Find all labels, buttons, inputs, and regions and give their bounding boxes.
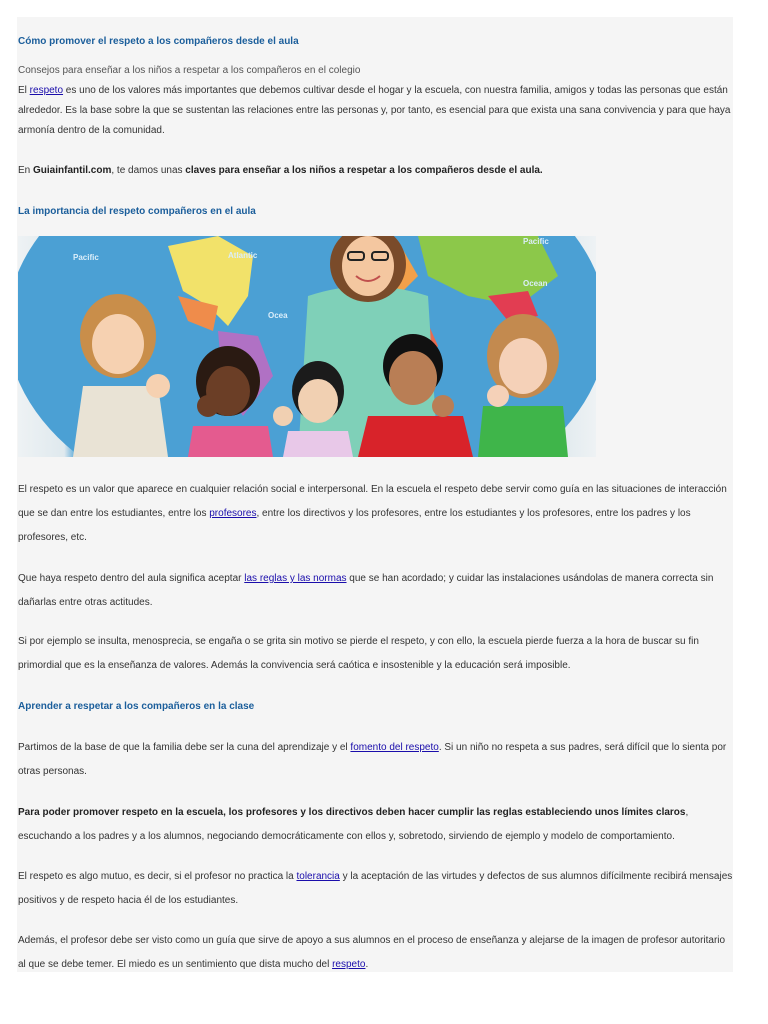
classroom-photo: [18, 236, 596, 457]
article-subtitle: Consejos para enseñar a los niños a respetar a los compañeros en el colegio: [18, 65, 361, 76]
p2-text-1: Que haya respeto dentro del aula significa aceptar: [18, 573, 245, 584]
site-name: Guiainfantil.com: [33, 165, 112, 176]
intro-text-1: El: [18, 85, 30, 96]
article-title: Cómo promover el respeto a los compañeros desde el aula: [18, 36, 299, 47]
p6-text-2: y la aceptación de las virtudes y defectos de sus alumnos difícilmente recibirá mensajes positivos y de respeto hacia él de los estudiantes.: [18, 871, 733, 906]
p6-text-1: El respeto es algo mutuo, es decir, si el profesor no practica la: [18, 871, 297, 882]
paragraph-4: [18, 736, 734, 784]
map-label-2: Atlantic: [228, 251, 258, 260]
p7-text-1: Además, el profesor debe ser visto como un guía que sirve de apoyo a sus alumnos en el proceso de enseñanza y alejarse de la imagen de profesor autoritario al que se debe temer. El miedo es un sentimiento que dista mucho del: [18, 935, 726, 970]
p1-text-2: , entre los directivos y los profesores, entre los estudiantes y los profesores, entre los padres y los profesores, etc.: [18, 508, 691, 543]
link-respeto[interactable]: respeto: [29, 85, 64, 96]
paragraph-5: [18, 801, 734, 849]
site-bold-claim: claves para enseñar a los niños a respetar a los compañeros desde el aula.: [185, 165, 543, 176]
p4-text-2: . Si un niño no respeta a sus padres, será difícil que lo sienta por otras personas.: [18, 742, 727, 777]
p5-bold: Para poder promover respeto en la escuela, los profesores y los directivos deben hacer cumplir las reglas estableciendo unos límites claros: [18, 807, 686, 818]
p1-text-1: El respeto es un valor que aparece en cualquier relación social e interpersonal. En la escuela el respeto debe servir como guía en las situaciones de interacción que se dan entre los estudiantes, entre los: [18, 484, 727, 519]
p2-text-2: que se han acordado; y cuidar las instalaciones usándolas de manera correcta sin dañarlas entre otras actitudes.: [18, 573, 714, 608]
site-text-2: , te damos unas: [111, 165, 186, 176]
classroom-illustration: [18, 236, 596, 457]
link-fomento-respeto[interactable]: fomento del respeto: [350, 742, 439, 753]
section-heading-aprender: Aprender a respetar a los compañeros en la clase: [18, 701, 255, 712]
link-reglas-normas[interactable]: las reglas y las normas: [244, 573, 347, 584]
map-label-5: Ocea: [268, 311, 288, 320]
intro-paragraph: [18, 81, 734, 141]
p5-text: , escuchando a los padres y a los alumnos, negociando democráticamente con ellos y, sobretodo, sirviendo de ejemplo y modelo de comportamiento.: [18, 807, 689, 842]
paragraph-2: [18, 567, 734, 615]
map-label-3: Pacific: [523, 237, 549, 246]
site-paragraph: [18, 159, 734, 183]
map-label-4: Ocean: [523, 279, 548, 288]
link-profesores[interactable]: profesores: [209, 508, 257, 519]
paragraph-1: [18, 478, 734, 550]
section-heading-importancia: La importancia del respeto compañeros en el aula: [18, 206, 256, 217]
intro-text-2: es uno de los valores más importantes que debemos cultivar desde el hogar y la escuela, con nuestra familia, amigos y todas las personas que están alrededor. Es la base sobre la que se sustentan las relaciones entre las personas y, por tanto, es esencial para que exista una sana convivencia y para que haya armonía dentro de la comunidad.: [18, 85, 731, 136]
link-tolerancia[interactable]: tolerancia: [296, 871, 340, 882]
p7-text-2: .: [365, 959, 369, 970]
paragraph-7: [18, 929, 734, 977]
p4-text-1: Partimos de la base de que la familia debe ser la cuna del aprendizaje y el: [18, 742, 351, 753]
map-label-1: Pacific: [73, 253, 99, 262]
paragraph-3: Si por ejemplo se insulta, menosprecia, se engaña o se grita sin motivo se pierde el respeto, y con ello, la escuela pierde fuerza a la hora de buscar su fin primordial que es la enseñanza de valores. Además la convivencia será caótica e insostenible y la educación será imposible.: [18, 636, 699, 671]
link-respeto-2[interactable]: respeto: [332, 959, 366, 970]
paragraph-6: [18, 865, 734, 913]
site-text-1: En: [18, 165, 34, 176]
